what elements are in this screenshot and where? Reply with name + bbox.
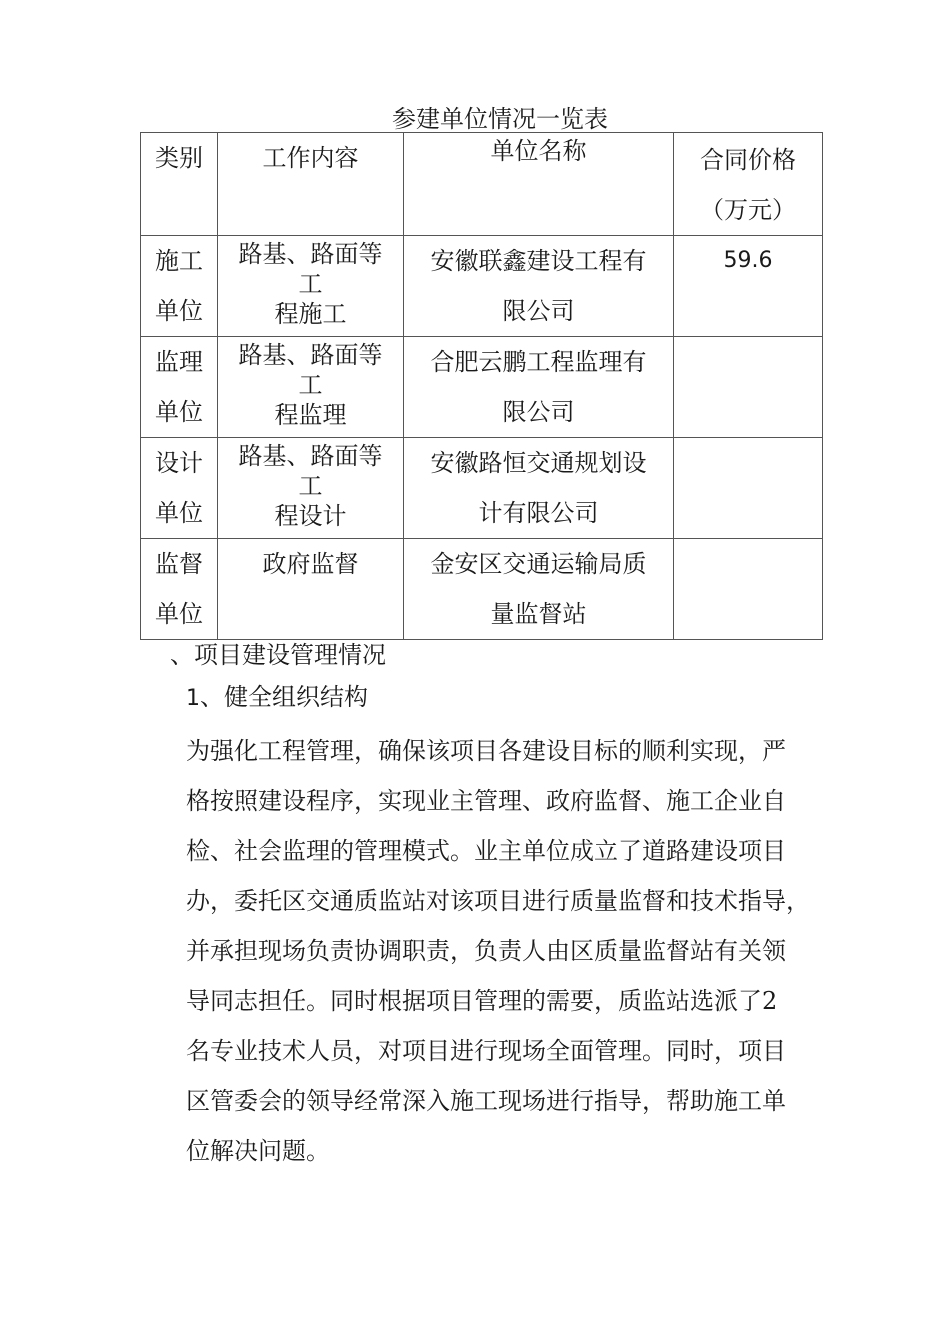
cell-category: 监理 单位: [141, 337, 218, 438]
cell-price: [674, 539, 823, 640]
header-price: 合同价格 （万元）: [674, 133, 823, 236]
paragraph-line: 为强化工程管理，确保该项目各建设目标的顺利实现，严: [186, 737, 786, 765]
paragraph-line: 名专业技术人员，对项目进行现场全面管理。同时，项目: [186, 1037, 786, 1065]
table-row: [141, 337, 823, 438]
paragraph-line: 并承担现场负责协调职责，负责人由区质量监督站有关领: [186, 937, 786, 965]
paragraph-line: 导同志担任。同时根据项目管理的需要，质监站选派了2: [186, 987, 778, 1015]
body-paragraph: [186, 726, 836, 1176]
table-header-row: [141, 133, 823, 236]
table-row: [141, 539, 823, 640]
subheading: [186, 682, 368, 714]
cell-price: [674, 337, 823, 438]
cell-category: 设计 单位: [141, 438, 218, 539]
table-title: 参建单位情况一览表: [392, 105, 608, 133]
paragraph-line: 格按照建设程序，实现业主管理、政府监督、施工企业自: [186, 787, 786, 815]
cell-work: 路基、路面等 工 程设计: [218, 438, 404, 539]
table-row: [141, 438, 823, 539]
paragraph-line: 办，委托区交通质监站对该项目进行质量监督和技术指导，: [186, 887, 810, 915]
header-category: 类别: [141, 133, 218, 236]
participating-units-table: [140, 132, 823, 640]
cell-unit-name: 安徽联鑫建设工程有 限公司: [404, 236, 674, 337]
header-work: 工作内容: [218, 133, 404, 236]
cell-category: 施工 单位: [141, 236, 218, 337]
cell-price: 59.6: [674, 236, 823, 337]
subheading-number: 1: [186, 686, 200, 711]
cell-category: 监督 单位: [141, 539, 218, 640]
cell-unit-name: 合肥云鹏工程监理有 限公司: [404, 337, 674, 438]
cell-work: 政府监督: [218, 539, 404, 640]
paragraph-line: 位解决问题。: [186, 1137, 330, 1165]
cell-work: 路基、路面等 工 程监理: [218, 337, 404, 438]
cell-unit-name: 金安区交通运输局质 量监督站: [404, 539, 674, 640]
cell-price: [674, 438, 823, 539]
paragraph-line: 区管委会的领导经常深入施工现场进行指导，帮助施工单: [186, 1087, 786, 1115]
subheading-text: 、健全组织结构: [200, 683, 368, 711]
paragraph-line: 检、社会监理的管理模式。业主单位成立了道路建设项目: [186, 837, 786, 865]
section-heading: 、项目建设管理情况: [170, 641, 386, 669]
cell-work: 路基、路面等 工 程施工: [218, 236, 404, 337]
header-unit-name: 单位名称: [404, 133, 674, 236]
table-row: [141, 236, 823, 337]
cell-unit-name: 安徽路恒交通规划设 计有限公司: [404, 438, 674, 539]
